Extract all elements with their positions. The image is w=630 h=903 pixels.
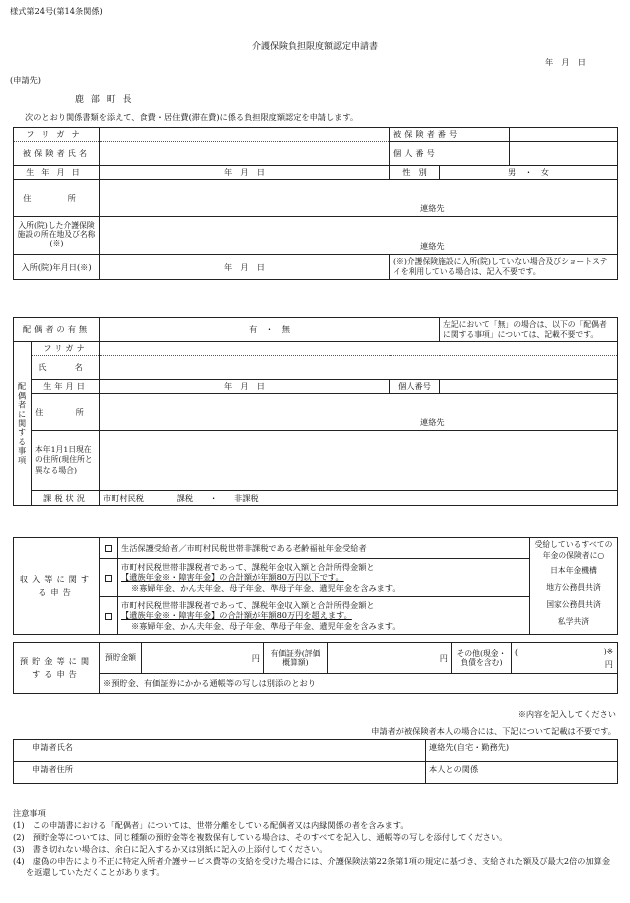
applicant-table: [13, 127, 618, 280]
notes-section: [13, 808, 617, 879]
insurer-3[interactable]: 国家公務員共済: [546, 599, 601, 609]
insured-no-field[interactable]: [510, 128, 618, 142]
form-title: 介護保険負担限度額認定申請書: [251, 42, 378, 52]
income-option-1: 生活保護受給者／市町村民税世帯非課税である老齢福祉年金受給者: [118, 538, 530, 559]
date-field[interactable]: 年 月 日: [545, 57, 586, 67]
app-contact-field[interactable]: [426, 740, 618, 762]
insurer-1[interactable]: 日本年金機構: [550, 565, 597, 575]
app-name-field[interactable]: [14, 740, 426, 762]
address-label: 住 所: [14, 180, 100, 217]
other-yen: 円: [604, 659, 613, 669]
income-table: [13, 537, 618, 635]
spouse-address-field[interactable]: [100, 394, 618, 415]
spouse-name-label: 氏 名: [32, 356, 100, 380]
other-field[interactable]: [512, 643, 618, 674]
spouse-birth-field[interactable]: 年 月 日: [100, 380, 390, 394]
to-label: (申請先): [10, 75, 41, 85]
furigana-label: フリガナ: [14, 128, 100, 142]
other-paren-left: (: [515, 647, 519, 657]
to-name: 鹿 部 町 長: [75, 95, 134, 105]
savings-table: [13, 642, 618, 694]
spouse-jan1-label: 本年1月1日現在の住所(現住所と異なる場合): [32, 431, 100, 491]
app-name-label: 申請者氏名: [32, 742, 73, 752]
form-number: 様式第24号(第14条関係): [10, 6, 103, 16]
intro-text: 次のとおり関係書類を添えて、食費・居住費(滞在費)に係る負担限度額認定を申請します。: [25, 112, 359, 122]
spouse-tax-label: 課税状況: [32, 491, 100, 506]
spouse-personal-no-label: 個人番号: [390, 380, 440, 394]
fill-note: ※内容を記入してください: [517, 709, 616, 719]
opt3-line3: ※寡婦年金、かん夫年金、母子年金、準母子年金、遺児年金を含みます。: [131, 620, 401, 631]
other-paren-right: )※: [603, 647, 613, 656]
other-label: その他(現金・負債を含む): [452, 643, 512, 674]
savings-note: ※預貯金、有価証券にかかる通帳等の写しは別添のとおり: [100, 674, 618, 694]
savings-label: 預貯金等に関する申告: [14, 643, 100, 694]
app-addr-field[interactable]: [14, 762, 426, 784]
deposit-field[interactable]: 円: [142, 643, 264, 674]
spouse-has-field[interactable]: 有 ・ 無: [100, 318, 440, 342]
income-checkbox-2[interactable]: [100, 559, 118, 597]
furigana-field[interactable]: [100, 128, 390, 142]
income-checkbox-1[interactable]: [100, 538, 118, 559]
facility-contact[interactable]: 連絡先: [100, 239, 618, 255]
app-addr-label: 申請者住所: [32, 764, 73, 774]
facility-field[interactable]: [100, 217, 618, 239]
notes-heading: 注意事項: [13, 808, 46, 818]
securities-label: 有価証券(評価概算額): [264, 643, 328, 674]
spouse-name-field[interactable]: [100, 356, 618, 380]
address-contact[interactable]: 連絡先: [100, 201, 618, 217]
spouse-address-label: 住 所: [32, 394, 100, 431]
income-label: 収入等に関する申告: [14, 538, 100, 635]
note-2: (2) 預貯金等については、同じ種類の預貯金等を複数保有している場合は、そのすべてを記入し、通帳等の写しを添付してください。: [13, 831, 508, 842]
pension-insurers: [530, 538, 618, 635]
relation-label: 本人との関係: [429, 764, 479, 774]
insurer-4[interactable]: 私学共済: [557, 616, 590, 626]
spouse-jan1-field[interactable]: [100, 431, 618, 491]
deposit-label: 預貯金額: [100, 643, 142, 674]
name-field[interactable]: [100, 142, 390, 166]
facility-label: 入所(院)した介護保険施設の所在地及び名称(※): [14, 217, 100, 255]
insurer-2[interactable]: 地方公務員共済: [546, 582, 601, 592]
spouse-furigana-label: フリガナ: [32, 342, 100, 356]
note-3: (3) 書き切れない場合は、余白に記入するか又は別紙に記入の上添付してください。: [13, 843, 328, 854]
admit-note: (※)介護保険施設に入所(院)していない場合及びショートステイを利用している場合は、記入不要です。: [390, 255, 618, 280]
spouse-address-contact[interactable]: 連絡先: [100, 415, 618, 431]
insurers-head: 受給しているすべての年金の保険者に○: [534, 540, 613, 560]
income-checkbox-3[interactable]: [100, 597, 118, 635]
birth-field[interactable]: 年 月 日: [100, 166, 390, 180]
spouse-tax-field[interactable]: 市町村民税 課税 ・ 非課税: [100, 491, 618, 506]
spouse-personal-no-field[interactable]: [440, 380, 618, 394]
personal-no-field[interactable]: [510, 142, 618, 166]
birth-label: 生年月日: [14, 166, 100, 180]
name-label: 被保険者氏名: [14, 142, 100, 166]
sex-field[interactable]: 男 ・ 女: [440, 166, 618, 180]
insured-no-label: 被保険者番号: [390, 128, 510, 142]
spouse-has-label: 配偶者の有無: [14, 318, 100, 342]
relation-field[interactable]: [426, 762, 618, 784]
applicant-info-table: [13, 739, 618, 784]
note-1: (1) この申請書における「配偶者」については、世帯分離をしている配偶者又は内縁関係の者を含みます。: [13, 819, 409, 830]
sex-label: 性 別: [390, 166, 440, 180]
admit-field[interactable]: 年 月 日: [100, 255, 390, 280]
spouse-birth-label: 生年月日: [32, 380, 100, 394]
self-note: 申請者が被保険者本人の場合には、下記について記載は不要です。: [371, 726, 616, 736]
income-option-2: [118, 559, 530, 597]
income-option-3: [118, 597, 530, 635]
opt3-line1: 市町村民税世帯非課税者であって、課税年金収入額と合計所得金額と: [121, 599, 375, 610]
spouse-has-note: 左記において「無」の場合は、以下の「配偶者に関する事項」については、記載不要です。: [440, 318, 618, 342]
opt3-line2: 【遺族年金※・障害年金】の合計額が年額80万円を超えます。: [121, 610, 352, 621]
address-field[interactable]: [100, 180, 618, 201]
admit-label: 入所(院)年月日(※): [14, 255, 100, 280]
spouse-side-label: 配偶者に関する事項: [14, 342, 32, 506]
app-contact-label: 連絡先(自宅・勤務先): [429, 742, 510, 752]
personal-no-label: 個人番号: [390, 142, 510, 166]
spouse-table: [13, 317, 618, 506]
securities-field[interactable]: 円: [328, 643, 452, 674]
note-4: (4) 虚偽の申告により不正に特定入所者介護サービス費等の支給を受けた場合には、介護保険法第22条第1項の規定に基づき、支給された額及び最大2倍の加算金を返還していただくことがあります。: [13, 855, 611, 878]
opt2-line1: 市町村民税世帯非課税者であって、課税年金収入額と合計所得金額と: [121, 561, 375, 572]
opt2-line2: 【遺族年金※・障害年金】の合計額が年額80万円以下です。: [121, 572, 344, 583]
spouse-furigana-field[interactable]: [100, 342, 618, 356]
opt2-line3: ※寡婦年金、かん夫年金、母子年金、準母子年金、遺児年金を含みます。: [131, 582, 401, 593]
